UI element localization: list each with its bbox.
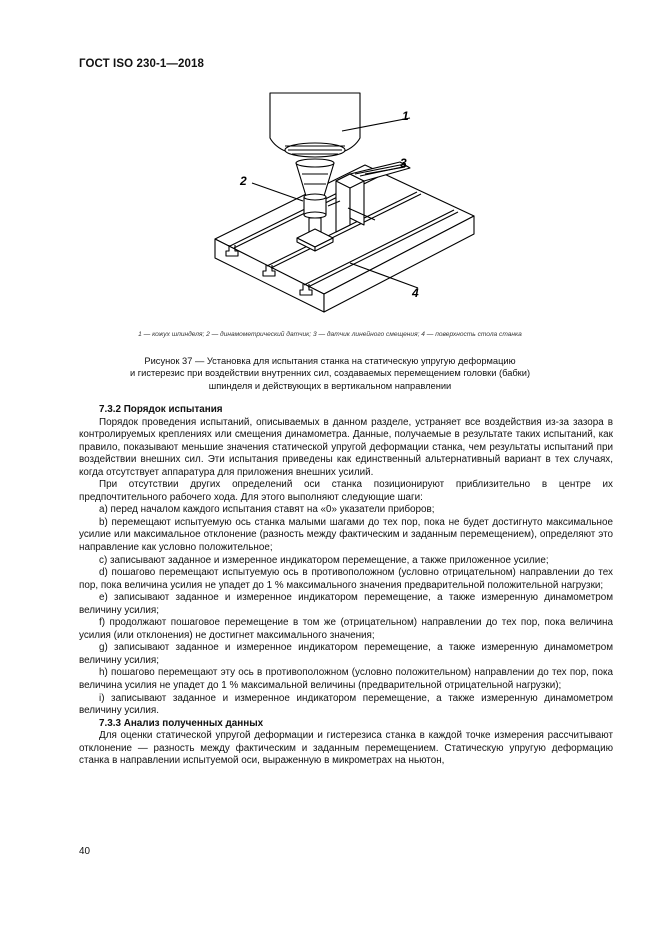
- paragraph: При отсутствии других определений оси станка позиционируют приблизительно в центре их предпочтительного рабочего хода. Для этого выполняют следующие шаги:: [79, 479, 613, 503]
- document-code: ГОСТ ISO 230-1—2018: [79, 58, 204, 70]
- section-heading-7-3-3: 7.3.3 Анализ полученных данных: [99, 717, 264, 729]
- caption-line: Рисунок 37 — Установка для испытания станка на статическую упругую деформацию: [144, 356, 516, 366]
- step-c: c) записывают заданное и измеренное индикатором перемещение, а также приложенное усилие;: [99, 554, 549, 566]
- callout-3: 3: [400, 156, 407, 170]
- step-e: e) записывают заданное и измеренное индикатором перемещение, а также измеренную динамометром величину усилия;: [79, 592, 613, 616]
- page-number: 40: [79, 846, 90, 857]
- callout-2: 2: [240, 174, 247, 188]
- step-i: i) записывают заданное и измеренное индикатором перемещение, а также измеренную динамометром величину усилия.: [79, 692, 613, 717]
- figure-caption: [80, 355, 580, 392]
- body-text: [79, 404, 613, 768]
- caption-line: и гистерезис при воздействии внутренних сил, создаваемых перемещением головки (бабки): [129, 368, 531, 379]
- step-h: h) пошагово перемещают эту ось в противоположном (условно положительном) направлении до тех пор, пока величина усилия не упадет до 1 % максимальной величины (предварительной отрицательной нагрузки);: [79, 667, 613, 692]
- callout-4: 4: [412, 286, 419, 300]
- step-d: d) пошагово перемещают испытуемую ось в противоположном (условно отрицательном) направлении до тех пор, пока величина усилия не упадет до 1 % максимального значения предварительной положительной нагрузки;: [79, 567, 613, 591]
- section-heading-7-3-2: 7.3.2 Порядок испытания: [99, 404, 223, 415]
- callout-1: 1: [402, 109, 409, 123]
- step-b: b) перемещают испытуемую ось станка малыми шагами до тех пор, пока не будет достигнуто максимальное усилие или максимальное отклонение (разность между фактическим и заданным перемещением), определяют это направление как условно положительное;: [79, 516, 613, 554]
- paragraph: Для оценки статической упругой деформации и гистерезиса станка в каждой точке измерения рассчитывают отклонение — разность между фактическим и заданным перемещением. Статическую упругую деформацию станка в направлении испытуемой оси, выраженную в микрометрах на ньютон,: [79, 730, 613, 767]
- step-g: g) записывают заданное и измеренное индикатором перемещение, а также измеренную динамометром величину усилия;: [79, 642, 613, 666]
- paragraph: Порядок проведения испытаний, описываемых в данном разделе, устраняет все воздействия из-за зазора в контролируемых креплениях или смещения динамометра. Данные, получаемые в результате таких испытаний, как правило, показывают меньшие значения статической упругой деформации станка, чем результаты испытаний при воздействии внешних сил. Эти испытания приведены как единственный альтернативный вариант в тех случаях, когда отсутствует аппаратура для приложения внешних усилий.: [79, 416, 613, 478]
- test-setup-figure: [200, 88, 490, 313]
- step-f: f) продолжают пошаговое перемещение в том же (отрицательном) направлении до тех пор, пока величина усилия (или отклонения) не достигнет максимального значения;: [79, 617, 613, 641]
- figure-legend: 1 — кожух шпинделя; 2 — динамометрический датчик; 3 — датчик линейного смещения; 4 — поверхность стола станка: [138, 331, 522, 338]
- step-a: a) перед началом каждого испытания ставят на «0» указатели приборов;: [99, 504, 435, 516]
- caption-line: шпинделя и действующих в вертикальном направлении: [208, 380, 452, 391]
